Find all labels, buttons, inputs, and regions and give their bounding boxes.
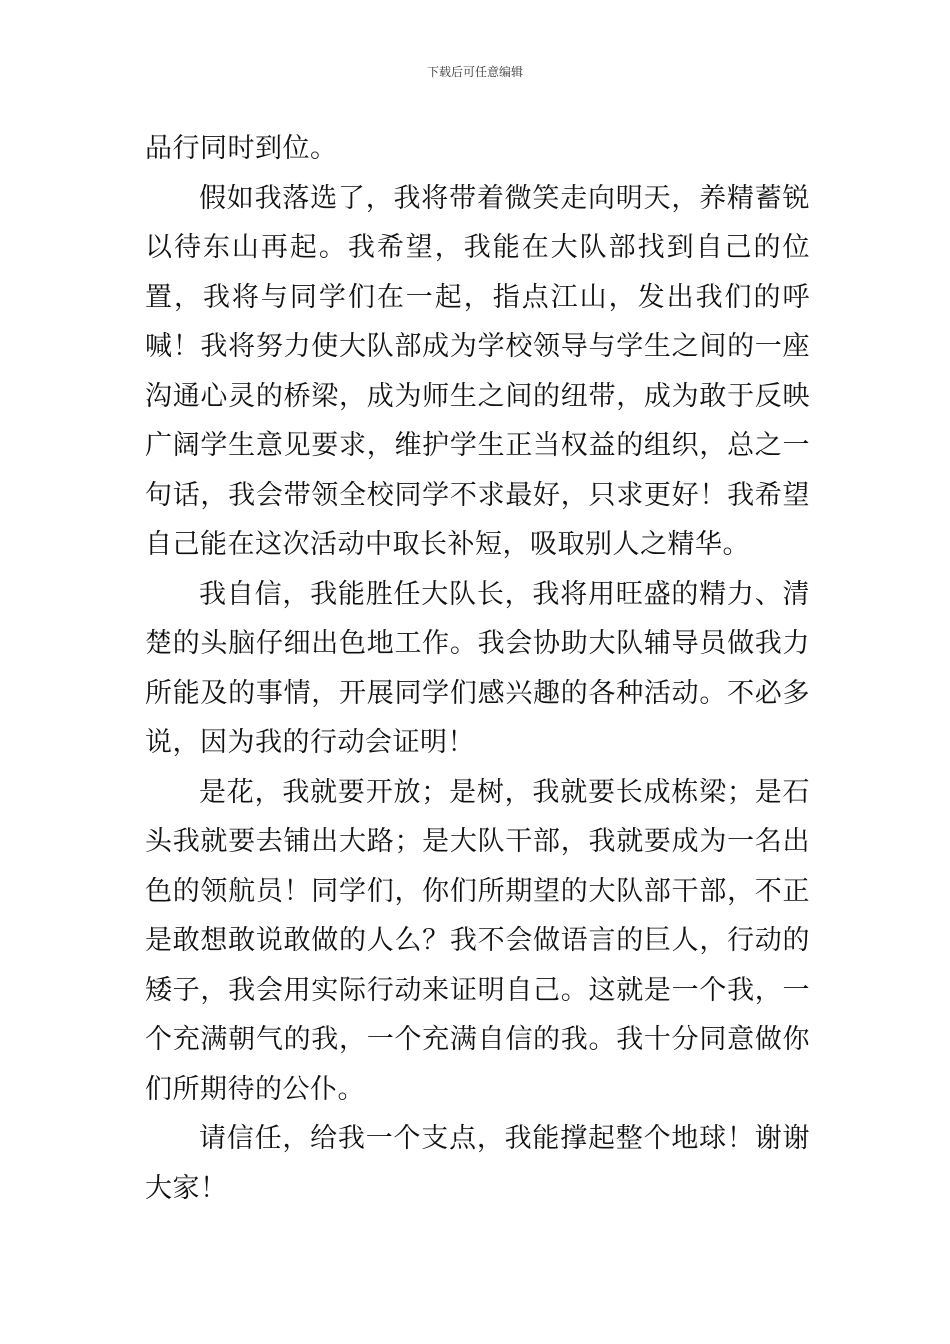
document-body: [145, 124, 810, 1213]
paragraph: 假如我落选了，我将带着微笑走向明天，养精蓄锐以待东山再起。我希望，我能在大队部找到自己的位置，我将与同学们在一起，指点江山，发出我们的呼喊！我将努力使大队部成为学校领导与学生之间的一座沟通心灵的桥梁，成为师生之间的纽带，成为敢于反映广阔学生意见要求，维护学生正当权益的组织，总之一句话，我会带领全校同学不求最好，只求更好！我希望自己能在这次活动中取长补短，吸取别人之精华。: [145, 182, 810, 560]
paragraph: 我自信，我能胜任大队长，我将用旺盛的精力、清楚的头脑仔细出色地工作。我会协助大队辅导员做我力所能及的事情，开展同学们感兴趣的各种活动。不必多说，因为我的行动会证明！: [145, 578, 810, 758]
page-header: 下载后可任意编辑: [426, 65, 523, 79]
paragraph: 是花，我就要开放；是树，我就要长成栋梁；是石头我就要去铺出大路；是大队干部，我就要成为一名出色的领航员！同学们，你们所期望的大队部干部，不正是敢想敢说敢做的人么？我不会做语言的巨人，行动的矮子，我会用实际行动来证明自己。这就是一个我，一个充满朝气的我，一个充满自信的我。我十分同意做你们所期待的公仆。: [145, 776, 810, 1105]
paragraph-continuation: 品行同时到位。: [145, 133, 338, 164]
paragraph: 请信任，给我一个支点，我能撑起整个地球！谢谢大家！: [145, 1123, 810, 1204]
